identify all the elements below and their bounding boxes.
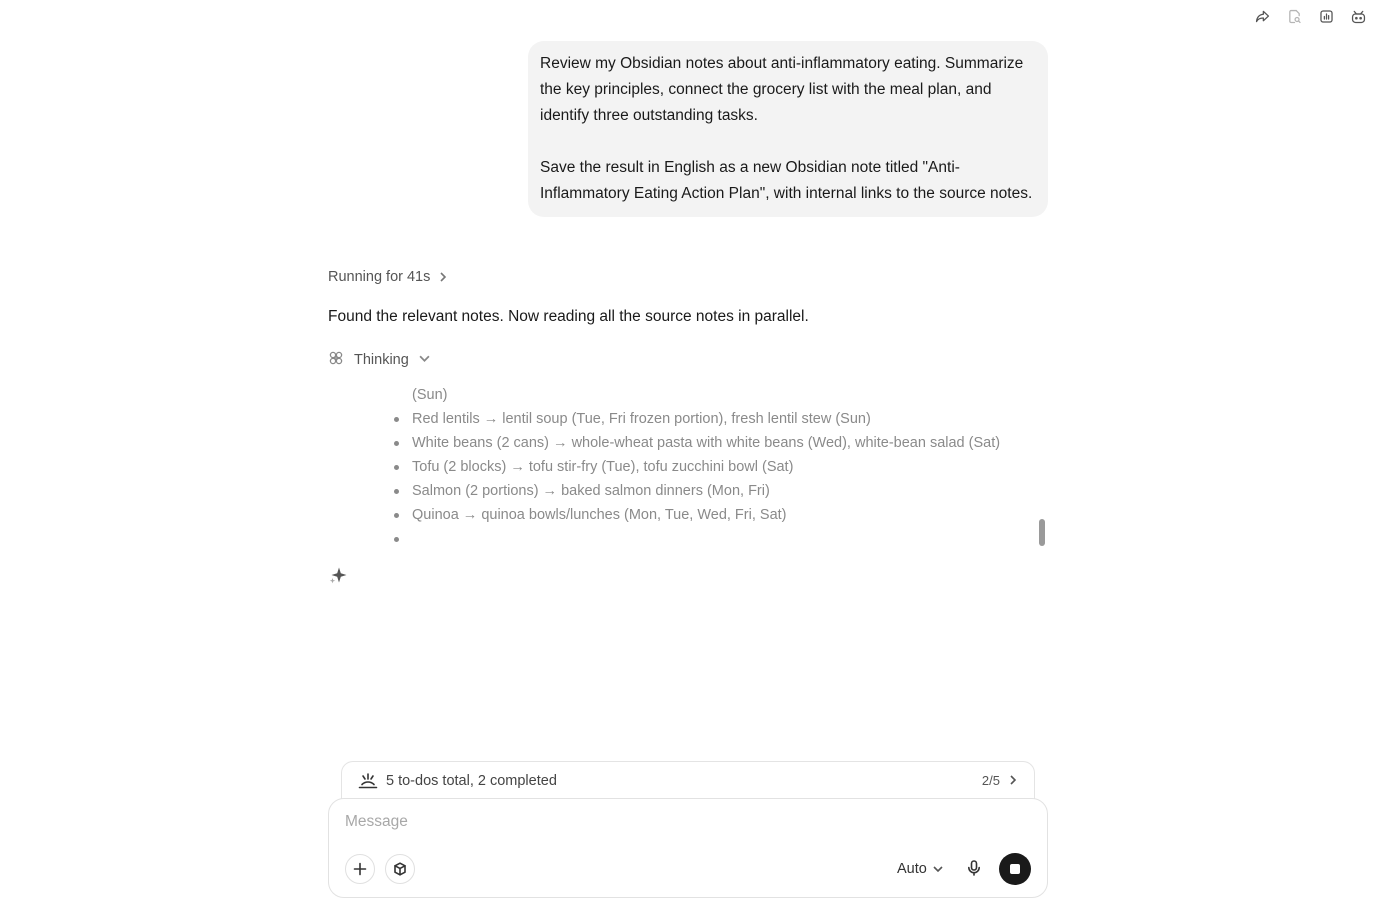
- header-toolbar: [1253, 7, 1367, 25]
- user-message-paragraph: Review my Obsidian notes about anti-inflammatory eating. Summarize the key principles, connect the grocery list with the meal plan, and identify three outstanding tasks.: [540, 55, 1024, 124]
- cube-icon: [393, 862, 407, 876]
- model-mode-select[interactable]: [897, 861, 943, 877]
- chevron-down-icon: [419, 352, 430, 368]
- message-input[interactable]: [345, 813, 1025, 831]
- thinking-list-item: Quinoa → quinoa bowls/lunches (Mon, Tue, Wed, Fri, Sat): [392, 503, 1032, 527]
- thinking-list-item: White beans (2 cans) → whole-wheat pasta with white beans (Wed), white-bean salad (Sat): [392, 431, 1032, 455]
- stop-generation-button[interactable]: [999, 853, 1031, 885]
- model-mode-label: Auto: [897, 861, 927, 877]
- running-status-toggle[interactable]: [328, 269, 448, 285]
- document-search-icon[interactable]: [1285, 7, 1303, 25]
- tools-button[interactable]: [385, 854, 415, 884]
- microphone-button[interactable]: [965, 859, 985, 879]
- thinking-list-item: Red lentils → lentil soup (Tue, Fri frozen portion), fresh lentil stew (Sun): [392, 407, 1032, 431]
- microphone-icon: [965, 859, 983, 877]
- thinking-content: [392, 383, 1032, 551]
- thinking-list-item: Tofu (2 blocks) → tofu stir-fry (Tue), tofu zucchini bowl (Sat): [392, 455, 1032, 479]
- assistant-status-text: Found the relevant notes. Now reading all the source notes in parallel.: [328, 308, 809, 325]
- bot-icon[interactable]: [1349, 7, 1367, 25]
- thinking-list: [392, 407, 1032, 551]
- stop-icon: [1010, 864, 1020, 874]
- sparkle-icon: [328, 565, 348, 585]
- chevron-down-icon: [933, 864, 943, 874]
- chevron-right-icon: [1008, 772, 1018, 790]
- todo-summary-bar[interactable]: [341, 761, 1035, 799]
- chevron-right-icon: [438, 272, 448, 282]
- share-icon[interactable]: [1253, 7, 1271, 25]
- scrollbar-thumb[interactable]: [1039, 519, 1045, 546]
- brain-icon: [328, 350, 344, 370]
- todo-list-icon: [358, 771, 378, 791]
- thinking-label: Thinking: [354, 352, 409, 368]
- running-label: Running for 41s: [328, 269, 431, 285]
- todo-summary-text: 5 to-dos total, 2 completed: [386, 772, 557, 789]
- thinking-list-item: [392, 527, 1032, 551]
- thinking-list-item: Salmon (2 portions) → baked salmon dinners (Mon, Fri): [392, 479, 1032, 503]
- add-attachment-button[interactable]: [345, 854, 375, 884]
- user-message: [528, 41, 1048, 217]
- message-composer: [328, 798, 1048, 898]
- todo-count: 2/5: [981, 773, 1000, 788]
- plus-icon: [353, 862, 367, 876]
- thinking-continuation: (Sun): [412, 387, 448, 403]
- thinking-toggle[interactable]: [328, 350, 430, 370]
- chart-icon[interactable]: [1317, 7, 1335, 25]
- user-message-paragraph: Save the result in English as a new Obsidian note titled "Anti-Inflammatory Eating Action Plan", with internal links to the source notes.: [540, 159, 1033, 202]
